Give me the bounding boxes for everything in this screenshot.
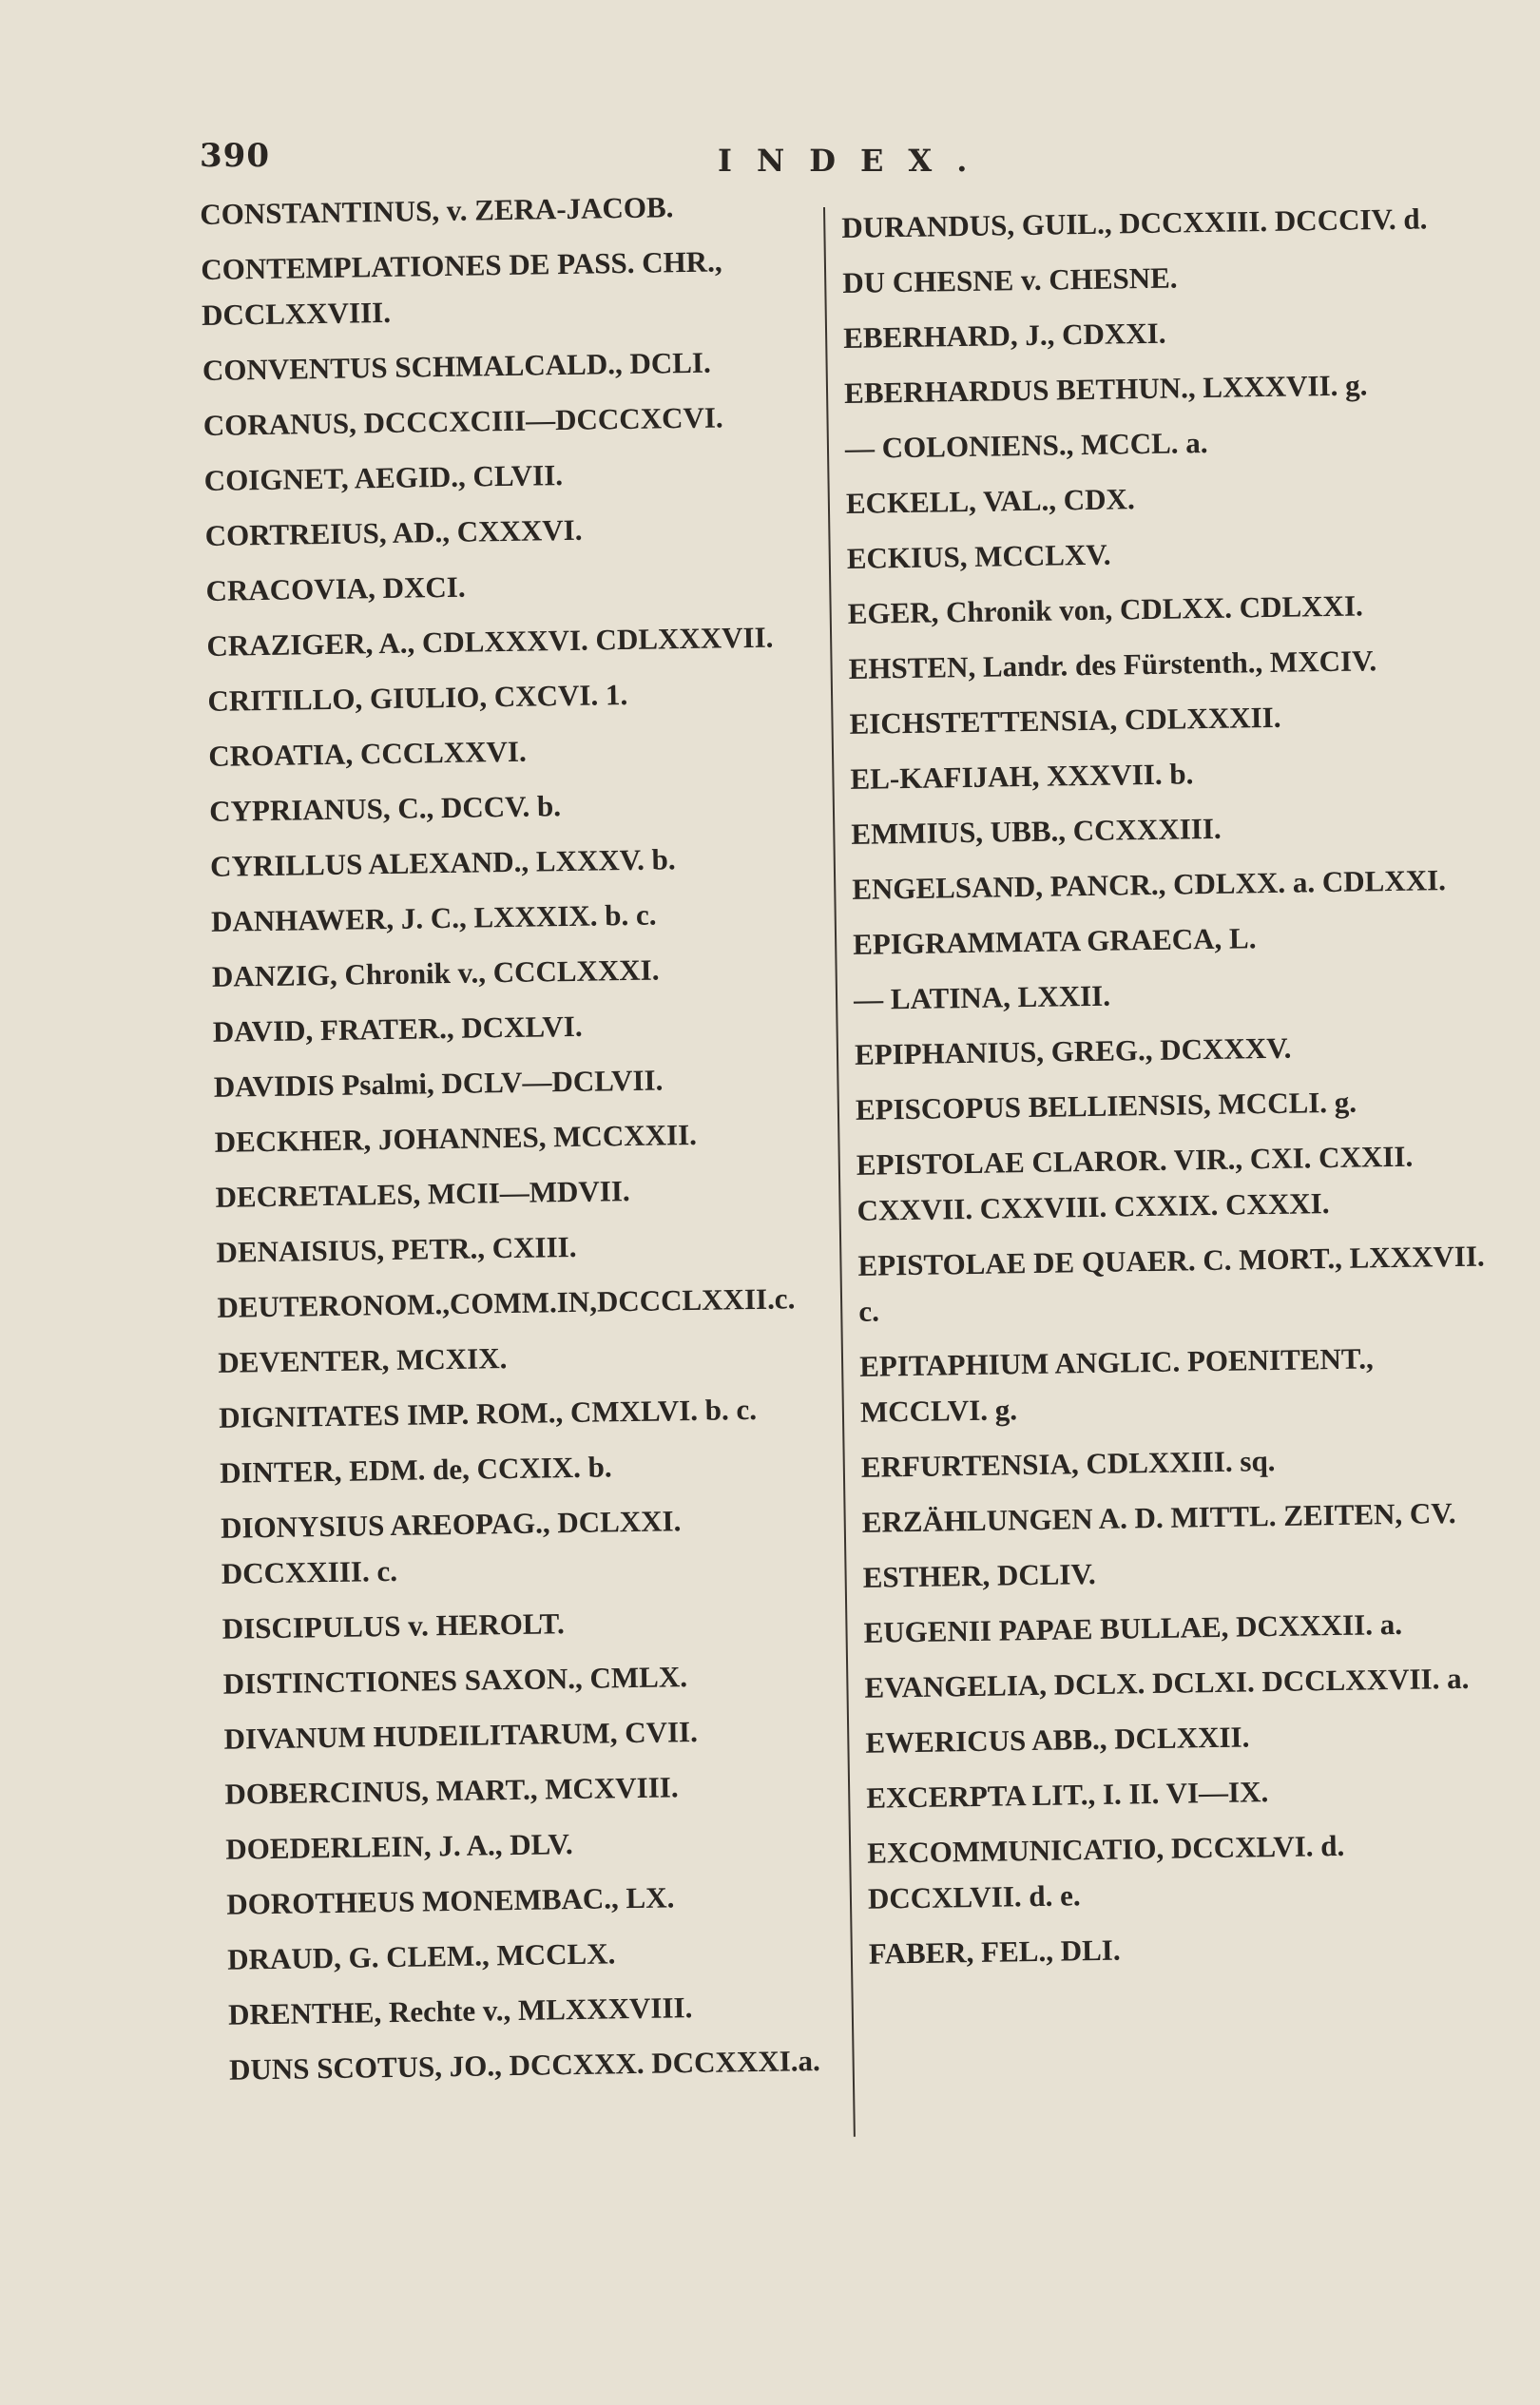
- index-entry: ENGELSAND, PANCR., CDLXX. a. CDLXXI.: [852, 863, 1447, 906]
- index-entry: EL-KAFIJAH, XXXVII. b.: [850, 757, 1194, 796]
- index-entry: CRITILLO, GIULIO, CXCVI. 1.: [207, 677, 628, 718]
- index-entry: CYRILLUS ALEXAND., LXXXV. b.: [209, 842, 676, 883]
- index-entry: CONTEMPLATIONES DE PASS. CHR., DCCLXXVIII.: [201, 244, 722, 332]
- index-entry: DAVIDIS Psalmi, DCLV—DCLVII.: [213, 1063, 664, 1104]
- running-head: INDEX.: [718, 143, 992, 179]
- index-entry: DISCIPULUS v. HEROLT.: [221, 1607, 566, 1645]
- index-entry: DURANDUS, GUIL., DCCXXIII. DCCCIV. d.: [841, 202, 1428, 244]
- index-entry: CONSTANTINUS, v. ZERA-JACOB.: [200, 190, 674, 231]
- index-entry: DOEDERLEIN, J. A., DLV.: [225, 1827, 573, 1866]
- index-entry: COIGNET, AEGID., CLVII.: [203, 458, 564, 497]
- index-entry: ERZÄHLUNGEN A. D. MITTL. ZEITEN, CV.: [861, 1496, 1456, 1539]
- index-entry: EWERICUS ABB., DCLXXII.: [865, 1720, 1250, 1760]
- index-entry: EPITAPHIUM ANGLIC. POENITENT., MCCLVI. g.: [858, 1341, 1374, 1429]
- index-entry: DU CHESNE v. CHESNE.: [842, 260, 1178, 299]
- page-number: 390: [200, 137, 270, 175]
- index-entry: ERFURTENSIA, CDLXXIII. sq.: [860, 1443, 1276, 1484]
- index-entry: DIGNITATES IMP. ROM., CMXLVI. b. c.: [218, 1392, 758, 1434]
- index-entry: EUGENII PAPAE BULLAE, DCXXXII. a.: [863, 1607, 1403, 1649]
- index-entry: — COLONIENS., MCCL. a.: [844, 425, 1208, 465]
- index-entry: CRAZIGER, A., CDLXXXVI. CDLXXXVII.: [206, 620, 774, 663]
- index-entry: DUNS SCOTUS, JO., DCCXXX. DCCXXXI.a.: [228, 2043, 821, 2087]
- index-entry: EPIGRAMMATA GRAECA, L.: [852, 921, 1257, 961]
- index-entry: EPIPHANIUS, GREG., DCXXXV.: [854, 1030, 1292, 1071]
- index-entry: EPISTOLAE CLAROR. VIR., CXI. CXXII. CXXVII. CXXVIII. CXXIX. CXXXI.: [856, 1139, 1414, 1227]
- index-column-right: [841, 196, 1496, 1987]
- index-entry: EBERHARD, J., CDXXI.: [842, 316, 1166, 355]
- index-entry: DINTER, EDM. de, CCXIX. b.: [219, 1450, 612, 1490]
- index-entry: CONVENTUS SCHMALCALD., DCLI.: [202, 345, 711, 387]
- index-entry: EMMIUS, UBB., CCXXXIII.: [851, 811, 1222, 851]
- index-entry: DIVANUM HUDEILITARUM, CVII.: [223, 1714, 699, 1756]
- index-entry: ECKELL, VAL., CDX.: [845, 482, 1135, 520]
- index-entry: ECKIUS, MCCLXV.: [846, 537, 1111, 575]
- index-entry: EXCOMMUNICATIO, DCCXLVI. d. DCCXLVII. d. e.: [866, 1828, 1345, 1915]
- index-entry: DRENTHE, Rechte v., MLXXXVIII.: [227, 1991, 693, 2031]
- index-entry: ESTHER, DCLIV.: [862, 1556, 1096, 1594]
- index-entry: DEUTERONOM.,COMM.IN,DCCCLXXII.c.: [217, 1281, 796, 1324]
- index-entry: DECKHER, JOHANNES, MCCXXII.: [214, 1117, 698, 1159]
- index-entry: EPISTOLAE DE QUAER. C. MORT., LXXXVII. c.: [857, 1239, 1485, 1328]
- index-entry: CROATIA, CCCLXXVI.: [208, 734, 527, 773]
- index-entry: EHSTEN, Landr. des Fürstenth., MXCIV.: [848, 644, 1377, 685]
- index-entry: DEVENTER, MCXIX.: [218, 1341, 508, 1379]
- index-entry: DRAUD, G. CLEM., MCCLX.: [226, 1936, 616, 1976]
- index-entry: DANZIG, Chronik v., CCCLXXXI.: [211, 952, 660, 993]
- index-entry: DOBERCINUS, MART., MCXVIII.: [224, 1770, 679, 1811]
- index-entry: FABER, FEL., DLI.: [868, 1933, 1121, 1971]
- index-entry: EBERHARDUS BETHUN., LXXXVII. g.: [843, 368, 1368, 410]
- index-entry: CORANUS, DCCCXCIII—DCCCXCVI.: [202, 400, 723, 442]
- index-entry: DECRETALES, MCII—MDVII.: [215, 1174, 630, 1214]
- index-entry: CORTREIUS, AD., CXXXVI.: [204, 512, 583, 552]
- index-entry: EGER, Chronik von, CDLXX. CDLXXI.: [847, 588, 1363, 630]
- index-entry: DENAISIUS, PETR., CXIII.: [216, 1229, 577, 1269]
- index-entry: DANHAWER, J. C., LXXXIX. b. c.: [210, 897, 657, 938]
- index-entry: — LATINA, LXXII.: [853, 978, 1111, 1016]
- index-entry: EPISCOPUS BELLIENSIS, MCCLI. g.: [855, 1085, 1357, 1126]
- index-entry: EICHSTETTENSIA, CDLXXXII.: [849, 700, 1281, 741]
- index-entry: DIONYSIUS AREOPAG., DCLXXI. DCCXXIII. c.: [220, 1504, 682, 1590]
- index-column-left: [200, 183, 828, 2103]
- index-entry: DOROTHEUS MONEMBAC., LX.: [226, 1880, 675, 1921]
- index-entry: EXCERPTA LIT., I. II. VI—IX.: [866, 1775, 1269, 1815]
- index-entry: DAVID, FRATER., DCXLVI.: [212, 1009, 583, 1049]
- index-entry: CYPRIANUS, C., DCCV. b.: [208, 789, 562, 828]
- index-entry: EVANGELIA, DCLX. DCLXI. DCCLXXVII. a.: [864, 1661, 1470, 1704]
- index-entry: DISTINCTIONES SAXON., CMLX.: [222, 1660, 688, 1701]
- index-entry: CRACOVIA, DXCI.: [205, 569, 466, 607]
